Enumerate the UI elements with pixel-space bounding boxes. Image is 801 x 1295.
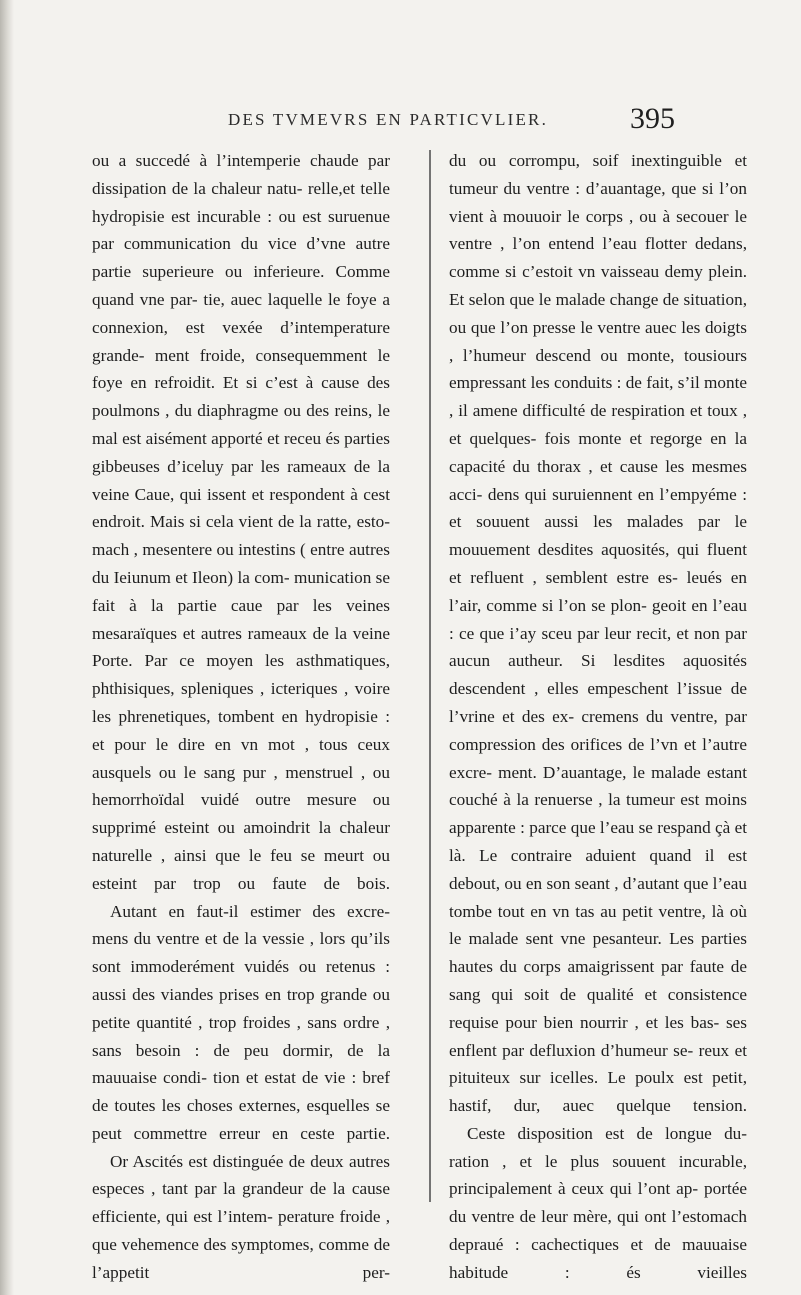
left-paragraph-1: ou a succedé à l’intemperie chaude par dissipation de la chaleur natu- relle,et telle hydropisie est incurable : ou est suruenue par communication du vice d’vne autre partie superieure ou inferieure. Comme quand vne par- tie, auec laquelle le foye a connexion, est vexée d’intemperature grande- ment froide, consequemment le foye en refroidit. Et si c’est à cause des poulmons , du diaphragme ou des reins, le mal est aisément apporté et receu és parties gibbeuses d’iceluy par les rameaux de la veine Caue, qui issent et respondent à cest endroit. Mais si cela vient de la ratte, esto- mach , mesentere ou intestins ( entre autres du Ieiunum et Ileon) la com- munication se fait à la partie caue par les veines mesaraïques et autres rameaux de la veine Porte. Par ce moyen les asthmatiques, phthisiques, spleniques , icteriques , voire les phrenetiques, tombent en hydropisie : et pour le dire en vn mot , tous ceux ausquels ou le sang pur , menstruel , ou hemorrhoïdal vuidé outre mesure ou supprimé esteint ou amoindrit la chaleur naturelle , ainsi que le feu se meurt ou esteint par trop ou faute de bois. bbox=[92, 151, 390, 893]
page-binding-edge bbox=[0, 0, 14, 1295]
right-paragraph-2: Ceste disposition est de longue du- ration , et le plus souuent incurable, principalement à ceux qui l’ont ap- portée du ventre de leur mère, qui ont l’estomach depraué : cachectiques et de mauuaise habitude : és vieilles bbox=[449, 1123, 747, 1282]
right-column bbox=[449, 147, 747, 1287]
column-divider bbox=[429, 150, 431, 1202]
left-column bbox=[92, 147, 390, 1287]
running-head: DES TVMEVRS EN PARTICVLIER. bbox=[228, 110, 549, 129]
left-paragraph-3: Or Ascités est distinguée de deux autres especes , tant par la grandeur de la cause efficiente, qui est l’intem- perature froide , que vehemence des symptomes, comme de l’appetit per- bbox=[92, 1151, 390, 1282]
page-header bbox=[0, 104, 801, 144]
page-number: 395 bbox=[630, 102, 675, 135]
right-paragraph-1: du ou corrompu, soif inextinguible et tumeur du ventre : d’auantage, que si l’on vient à mouuoir le corps , ou à secouer le ventre , l’on entend l’eau flotter dedans, comme si c’estoit vn vaisseau demy plein. Et selon que le malade change de situation, ou que l’on presse le ventre auec les doigts , l’humeur descend ou monte, tousiours empressant les conduits : de fait, s’il monte , il amene difficulté de respiration et toux , et quelques- fois monte et regorge en la capacité du thorax , et cause les mesmes acci- dens qui suruiennent en l’empyéme : et souuent aussi les malades par le mouuement desdites aquosités, qui fluent et refluent , semblent estre es- leués en l’air, comme si l’on se plon- geoit en l’eau : ce que i’ay sceu par leur recit, et non par aucun autheur. Si lesdites aquosités descendent , elles empeschent l’issue de l’vrine et des ex- cremens du ventre, par compression des orifices de l’vn et l’autre excre- ment. D’auantage, le malade estant couché à la renuerse , la tumeur est moins apparente : parce que l’eau se respand çà et là. Le contraire aduient quand il est debout, ou en son seant , d’autant que l’eau tombe tout en vn tas au petit ventre, là où le malade sent vne pesanteur. Les parties hautes du corps amaigrissent par faute de sang qui soit de qualité et consistence requise pour bien nourrir , et les bas- ses enflent par defluxion d’humeur se- reux et pituiteux sur icelles. Le poulx est petit, hastif, dur, auec quelque tension. bbox=[449, 151, 747, 1116]
left-paragraph-2: Autant en faut-il estimer des excre- mens du ventre et de la vessie , lors qu’ils sont immoderément vuidés ou retenus : aussi des viandes prises en trop grande ou petite quantité , trop froides , sans ordre , sans besoin : de peu dormir, de la mauuaise condi- tion et estat de vie : bref de toutes les choses externes, esquelles se peut commettre erreur en ceste partie. bbox=[92, 901, 390, 1143]
